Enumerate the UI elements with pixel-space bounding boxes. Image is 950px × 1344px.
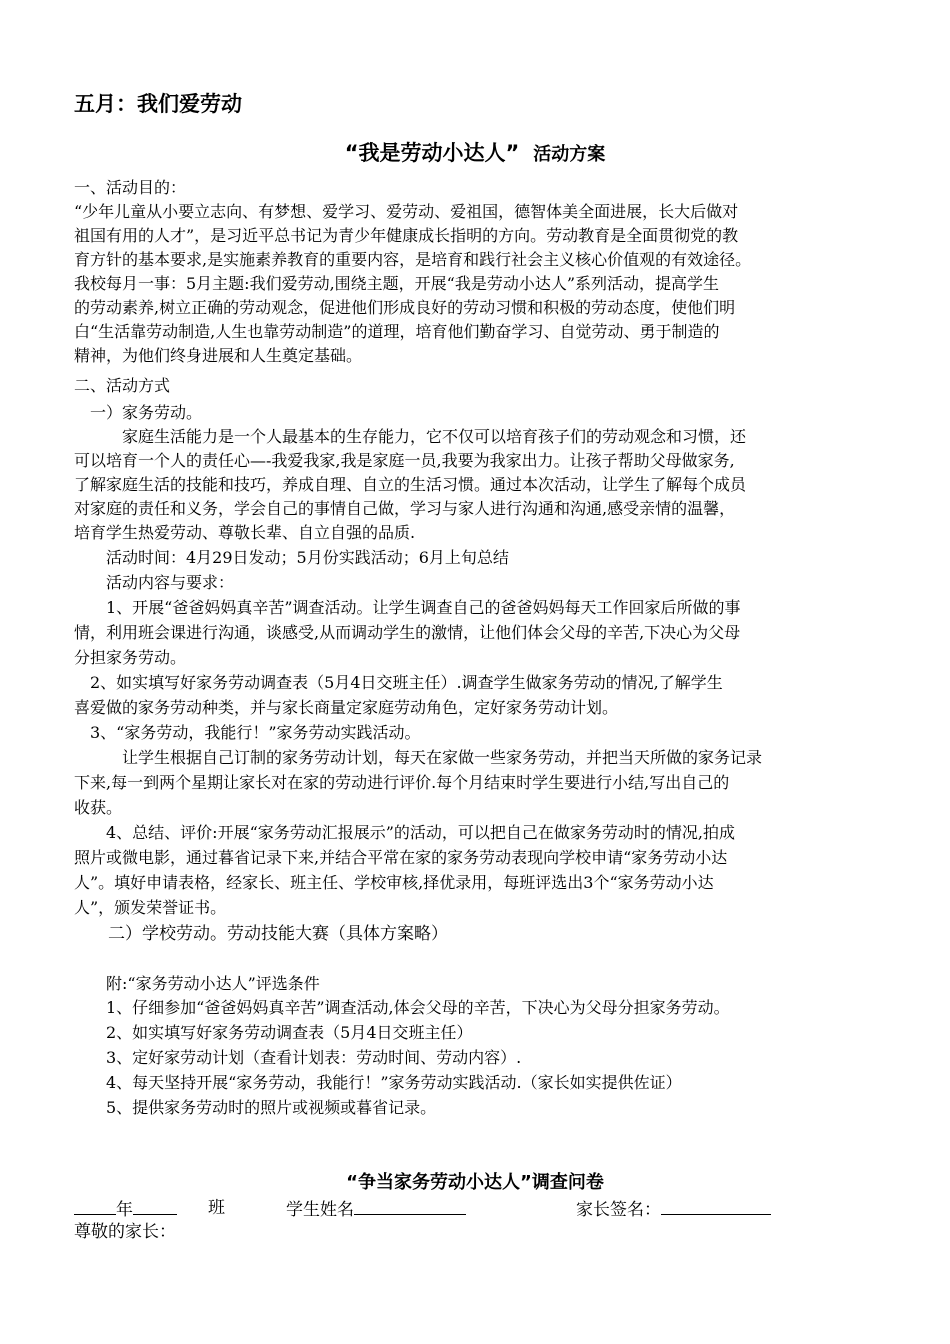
paragraph-line: 培育学生热爱劳动、尊敬长辈、自立自强的品质.: [74, 523, 416, 542]
month-title: 五月：我们爱劳动: [74, 92, 242, 116]
paragraph-line: 祖国有用的人才”，是习近平总书记为青少年健康成长指明的方向。劳动教育是全面贯彻党的教: [74, 226, 739, 245]
paragraph-line: 人”。填好申请表格，经家长、班主任、学校审核,择优录用，每班评选出3个“家务劳动小达: [74, 873, 714, 892]
plan-title: [0, 137, 950, 167]
criteria-item: 1、仔细参加“爸爸妈妈真辛苦”调查活动,体会父母的辛苦，下决心为父母分担家务劳动。: [74, 998, 730, 1017]
section-heading-methods: 二、活动方式: [74, 376, 171, 395]
paragraph-line: 了解家庭生活的技能和技巧，养成自理、自立的生活习惯。通过本次活动，让学生了解每个成员: [74, 475, 747, 494]
section-heading-purpose: 一、活动目的：: [74, 178, 187, 197]
class-label: 班: [208, 1198, 225, 1218]
paragraph-line: “少年儿童从小要立志向、有梦想、爱学习、爱劳动、爱祖国，德智体美全面进展，长大后做对: [74, 202, 739, 221]
student-name-field[interactable]: [286, 1196, 466, 1222]
student-name-label: 学生姓名: [286, 1200, 354, 1220]
grade-blank[interactable]: [74, 1196, 116, 1215]
paragraph-line: 人”，颁发荣誉证书。: [74, 898, 227, 917]
paragraph-line: 情，利用班会课进行沟通，谈感受,从而调动学生的激情，让他们体会父母的辛苦,下决心为父母: [74, 623, 741, 642]
activity-time: 活动时间：4月29日发动；5月份实践活动；6月上旬总结: [74, 548, 509, 567]
paragraph-line: 白“生活靠劳动制造,人生也靠劳动制造”的道理，培育他们勤奋学习、自觉劳动、勇于制造的: [74, 322, 720, 341]
list-item: 1、开展“爸爸妈妈真辛苦”调查活动。让学生调查自己的爸爸妈妈每天工作回家后所做的事: [74, 598, 741, 617]
paragraph-line: 对家庭的责任和义务，学会自己的事情自己做，学习与家人进行沟通和沟通,感受亲情的温馨，: [74, 499, 736, 518]
plan-title-sub: 活动方案: [533, 144, 606, 165]
paragraph-line: 照片或微电影，通过暮省记录下来,并结合平常在家的家务劳动表现向学校申请“家务劳动小达: [74, 848, 728, 867]
grade-label: 年: [116, 1200, 133, 1220]
paragraph-line: 分担家务劳动。: [74, 648, 187, 667]
list-item: 3、“家务劳动，我能行！”家务劳动实践活动。: [74, 723, 421, 742]
subsection-heading-housework: 一）家务劳动。: [74, 403, 203, 422]
appendix-heading: 附:“家务劳动小达人”评选条件: [74, 974, 320, 993]
plan-title-main: “我是劳动小达人”: [344, 141, 520, 165]
subsection-heading-school: 二）学校劳动。劳动技能大赛（具体方案略）: [74, 924, 448, 944]
survey-title: “争当家务劳动小达人”调查问卷: [346, 1172, 604, 1193]
paragraph-line: 收获。: [74, 798, 123, 817]
criteria-item: 3、定好家劳动计划（查看计划表：劳动时间、劳动内容）.: [74, 1048, 522, 1067]
paragraph-line: 喜爱做的家务劳动种类，并与家长商量定家庭劳动角色，定好家务劳动计划。: [74, 698, 619, 717]
parent-signature-label: 家长签名：: [576, 1200, 661, 1220]
paragraph-line: 育方针的基本要求,是实施素养教育的重要内容，是培育和践行社会主义核心价值观的有效途径。: [74, 250, 752, 269]
paragraph-line: 下来,每一到两个星期让家长对在家的劳动进行评价.每个月结束时学生要进行小结,写出自己的: [74, 773, 730, 792]
criteria-item: 4、每天坚持开展“家务劳动，我能行！”家务劳动实践活动.（家长如实提供佐证）: [74, 1073, 682, 1092]
student-name-blank[interactable]: [354, 1196, 466, 1215]
parent-signature-field[interactable]: [576, 1196, 771, 1222]
grade-field[interactable]: [74, 1196, 177, 1222]
activity-content-heading: 活动内容与要求：: [74, 573, 235, 592]
parent-signature-blank[interactable]: [661, 1196, 771, 1215]
paragraph-line: 的劳动素养,树立正确的劳动观念，促进他们形成良好的劳动习惯和积极的劳动态度，使他们明: [74, 298, 736, 317]
greeting: 尊敬的家长：: [74, 1222, 176, 1242]
paragraph-line: 让学生根据自己订制的家务劳动计划，每天在家做一些家务劳动，并把当天所做的家务记录: [74, 748, 763, 767]
list-item: 2、如实填写好家务劳动调查表（5月4日交班主任）.调查学生做家务劳动的情况,了解学生: [74, 673, 723, 692]
paragraph-line: 可以培育一个人的责任心—-我爱我家,我是家庭一员,我要为我家出力。让孩子帮助父母做家务,: [74, 451, 735, 470]
paragraph-line: 我校每月一事：5月主题:我们爱劳动,围绕主题，开展“我是劳动小达人”系列活动，提高学生: [74, 274, 720, 293]
criteria-item: 5、提供家务劳动时的照片或视频或暮省记录。: [74, 1098, 437, 1117]
paragraph-line: 家庭生活能力是一个人最基本的生存能力，它不仅可以培育孩子们的劳动观念和习惯，还: [74, 427, 747, 446]
class-blank[interactable]: [133, 1196, 177, 1215]
list-item: 4、总结、评价:开展“家务劳动汇报展示”的活动，可以把自己在做家务劳动时的情况,拍成: [74, 823, 736, 842]
criteria-item: 2、如实填写好家务劳动调查表（5月4日交班主任）: [74, 1023, 473, 1042]
paragraph-line: 精神，为他们终身进展和人生奠定基础。: [74, 346, 363, 365]
